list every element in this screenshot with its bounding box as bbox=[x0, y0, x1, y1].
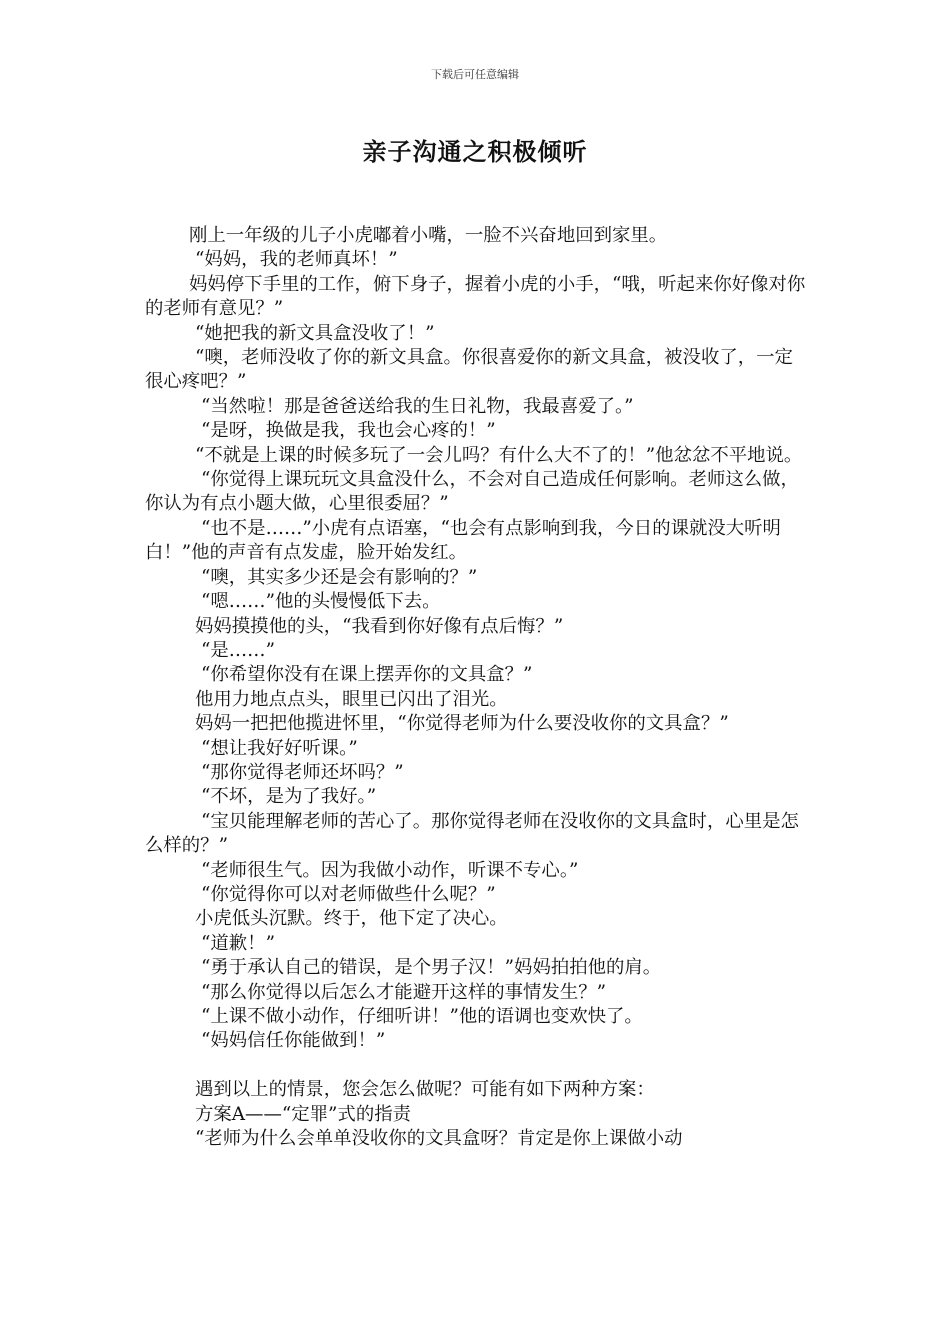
paragraph: “也不是……”小虎有点语塞，“也会有点影响到我，今日的课就没大听明白！”他的声音有点发虚，脸开始发红。 bbox=[145, 517, 781, 564]
paragraph-gap bbox=[145, 1054, 809, 1078]
paragraph: 妈妈停下手里的工作，俯下身子，握着小虎的小手，“哦，听起来你好像对你的老师有意见？” bbox=[145, 273, 806, 320]
paragraph: 遇到以上的情景，您会怎么做呢？可能有如下两种方案： bbox=[195, 1079, 655, 1101]
paragraph: “噢，老师没收了你的新文具盒。你很喜爱你的新文具盒，被没收了，一定很心疼吧？” bbox=[145, 347, 793, 393]
paragraph: “想让我好好听课。” bbox=[201, 737, 358, 759]
paragraph: 刚上一年级的儿子小虎嘟着小嘴，一脸不兴奋地回到家里。 bbox=[189, 225, 668, 246]
paragraph: 妈妈一把把他揽进怀里，“你觉得老师为什么要没收你的文具盒？” bbox=[195, 713, 729, 735]
paragraph: “是呀，换做是我，我也会心疼的！” bbox=[201, 420, 496, 442]
document-body bbox=[145, 224, 809, 1151]
paragraph: “上课不做小动作，仔细听讲！”他的语调也变欢快了。 bbox=[201, 1006, 643, 1027]
paragraph: “你希望你没有在课上摆弄你的文具盒？” bbox=[201, 664, 533, 686]
paragraph: “勇于承认自己的错误，是个男子汉！”妈妈拍拍他的肩。 bbox=[201, 957, 662, 979]
header-note: 下载后可任意编辑 bbox=[431, 68, 519, 81]
paragraph: “那么你觉得以后怎么才能避开这样的事情发生？” bbox=[201, 981, 607, 1003]
paragraph: “嗯……”他的头慢慢低下去。 bbox=[201, 591, 441, 613]
paragraph: 他用力地点点头，眼里已闪出了泪光。 bbox=[195, 688, 508, 710]
paragraph: 方案A——“定罪”式的指责 bbox=[195, 1103, 411, 1125]
paragraph: “那你觉得老师还坏吗？” bbox=[201, 761, 404, 783]
paragraph: “当然啦！那是爸爸送给我的生日礼物，我最喜爱了。” bbox=[201, 395, 634, 417]
paragraph: “道歉！” bbox=[201, 932, 275, 954]
paragraph: 妈妈摸摸他的头，“我看到你好像有点后悔？” bbox=[195, 615, 564, 637]
paragraph: “妈妈，我的老师真坏！” bbox=[195, 249, 398, 271]
paragraph: “妈妈信任你能做到！” bbox=[201, 1030, 386, 1052]
paragraph: “宝贝能理解老师的苦心了。那你觉得老师在没收你的文具盒时，心里是怎么样的？” bbox=[145, 810, 799, 857]
document-title: 亲子沟通之积极倾听 bbox=[362, 137, 588, 166]
paragraph: “你觉得上课玩玩文具盒没什么，不会对自己造成任何影响。老师这么做，你认为有点小题大做，心里很委屈？” bbox=[145, 469, 799, 515]
paragraph: “你觉得你可以对老师做些什么呢？” bbox=[201, 883, 496, 905]
paragraph: “噢，其实多少还是会有影响的？” bbox=[201, 566, 478, 588]
paragraph: 小虎低头沉默。终于，他下定了决心。 bbox=[195, 908, 508, 930]
paragraph: “老师很生气。因为我做小动作，听课不专心。” bbox=[201, 859, 579, 881]
paragraph: “她把我的新文具盒没收了！” bbox=[195, 322, 435, 344]
paragraph: “不就是上课的时候多玩了一会儿吗？有什么大不了的！”他忿忿不平地说。 bbox=[195, 444, 803, 466]
paragraph: “是……” bbox=[201, 639, 275, 661]
paragraph: “不坏，是为了我好。” bbox=[201, 786, 377, 808]
paragraph: “老师为什么会单单没收你的文具盒呀？肯定是你上课做小动 bbox=[195, 1128, 683, 1150]
